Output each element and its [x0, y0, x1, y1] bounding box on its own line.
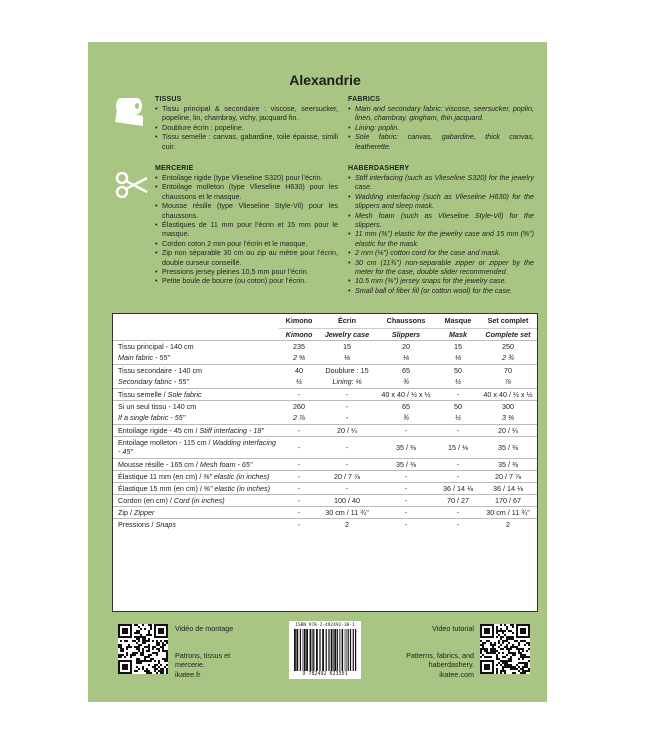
- mercerie-section: [155, 165, 338, 286]
- table-row: [113, 352, 537, 364]
- table-row: [113, 412, 537, 424]
- row-label: If a single fabric - 55": [118, 413, 186, 423]
- scissors-icon: [115, 172, 149, 198]
- shop-line: haberdashery.: [428, 660, 474, 670]
- barcode-icon: [291, 629, 359, 671]
- table-cell: 3 ⅜: [502, 413, 514, 423]
- yardage-table: [113, 314, 537, 530]
- header-set-complet: Set complet: [487, 316, 529, 326]
- table-row: [113, 364, 537, 376]
- table-cell: 300: [479, 400, 537, 412]
- shop-line: Patterns, fabrics, and: [406, 651, 474, 660]
- shop-url-en[interactable]: ikatee.com: [439, 669, 474, 679]
- table-cell: -: [319, 436, 375, 458]
- table-cell: -: [319, 458, 375, 470]
- table-cell: 36 / 14 ⅛: [437, 482, 479, 494]
- table-row: [113, 482, 537, 494]
- table-cell: ⅛: [344, 353, 350, 363]
- table-cell: 35 / ⅜: [375, 458, 437, 470]
- table-cell: Lining: ⅛: [332, 377, 362, 387]
- haberdashery-section: [348, 165, 534, 295]
- table-row: [113, 518, 537, 530]
- table-cell: ¾: [403, 413, 409, 423]
- list-item: • 30 cm (11¾") non-separable zipper or zipper by the meter for the case, double slider recommended.: [348, 258, 534, 277]
- table-cell: 20 / 7 ⅞: [319, 470, 375, 482]
- table-cell: 2: [479, 518, 537, 530]
- table-cell: 170 / 67: [479, 494, 537, 506]
- table-cell: 35 / ⅜: [479, 436, 537, 458]
- row-label: Pressions / Snaps: [113, 518, 279, 530]
- table-cell: -: [375, 506, 437, 518]
- row-label: Tissu principal - 140 cm: [113, 340, 279, 352]
- table-cell: 70 / 27: [437, 494, 479, 506]
- fabrics-list: [348, 104, 534, 151]
- row-label: Si un seul tissu - 140 cm: [113, 400, 279, 412]
- table-row: [113, 340, 537, 352]
- table-cell: -: [279, 506, 319, 518]
- table-cell: -: [437, 424, 479, 436]
- table-cell: -: [437, 458, 479, 470]
- table-cell: -: [279, 388, 319, 400]
- table-cell: 65: [375, 400, 437, 412]
- row-label: Cordon (en cm) / Cord (in inches): [113, 494, 279, 506]
- row-label: Tissu secondaire - 140 cm: [113, 364, 279, 376]
- mercerie-heading: MERCERIE: [155, 165, 194, 172]
- yardage-table-box: [112, 313, 538, 612]
- table-cell: -: [279, 436, 319, 458]
- table-cell: -: [437, 506, 479, 518]
- table-row: [113, 388, 537, 400]
- table-cell: ⅛: [403, 353, 409, 363]
- table-row: [113, 400, 537, 412]
- row-label: Élastique 15 mm (en cm) / ⅝" elastic (in inches): [113, 482, 279, 494]
- list-item: • Tissu semelle : canvas, gabardine, toile épaisse, simili cuir.: [155, 132, 338, 151]
- list-item: • 10.5 mm (⅜") jersey snaps for the jewelry case.: [348, 276, 534, 285]
- table-cell: ⅛: [455, 353, 461, 363]
- table-cell: 50: [437, 364, 479, 376]
- table-cell: -: [319, 388, 375, 400]
- table-cell: 2 ¾: [502, 353, 514, 363]
- list-item: • Small ball of fiber fill (or cotton wool) for the case.: [348, 286, 534, 295]
- list-item: • Sole fabric: canvas, gabardine, thick canvas, leatherette.: [348, 132, 534, 151]
- mercerie-list: [155, 173, 338, 286]
- fabrics-section: [348, 96, 534, 151]
- table-cell: 35 / ⅜: [375, 436, 437, 458]
- shop-line: mercerie.: [175, 660, 205, 670]
- table-cell: 20 / ¼: [479, 424, 537, 436]
- haberdashery-heading: HABERDASHERY: [348, 165, 410, 172]
- table-row: [113, 470, 537, 482]
- tissus-list: [155, 104, 338, 151]
- table-cell: 260: [279, 400, 319, 412]
- table-cell: -: [279, 424, 319, 436]
- qr-code-video-en: [480, 624, 530, 674]
- table-cell: -: [375, 470, 437, 482]
- table-cell: 40 x 40 / ½ x ½: [375, 388, 437, 400]
- video-label-fr: Vidéo de montage: [175, 624, 234, 633]
- header-kimono: Kimono: [285, 316, 313, 326]
- table-cell: ¾: [403, 377, 409, 387]
- list-item: • Entoilage molleton (type Vlieseline H630) pour les chaussons et le masque.: [155, 182, 338, 201]
- list-item: • Petite boule de bourre (ou coton) pour l’écrin.: [155, 276, 338, 285]
- row-label: Mousse résille - 165 cm / Mesh foam - 65": [113, 458, 279, 470]
- header-jewelry-case: Jewelry case: [319, 328, 375, 340]
- table-cell: 65: [375, 364, 437, 376]
- header-empty: [113, 328, 279, 340]
- table-cell: 20 / ¼: [319, 424, 375, 436]
- table-cell: 35 / ⅜: [479, 458, 537, 470]
- table-cell: -: [437, 470, 479, 482]
- list-item: • Zip non séparable 30 cm ou zip au mètre pour l’écrin, double curseur conseillé.: [155, 248, 338, 267]
- list-item: • Stiff interfacing (such as Vlieseline S320) for the jewelry case.: [348, 173, 534, 192]
- list-item: • Wadding interfacing (such as Vlieseline H630) for the slippers and sleep mask.: [348, 192, 534, 211]
- table-cell: Doublure : 15: [319, 364, 375, 376]
- table-cell: -: [279, 482, 319, 494]
- table-cell: 50: [437, 400, 479, 412]
- table-cell: -: [375, 424, 437, 436]
- row-label: Élastique 11 mm (en cm) / ⅜" elastic (in inches): [113, 470, 279, 482]
- shop-url-fr[interactable]: ikatee.fr: [175, 669, 201, 679]
- table-cell: 235: [279, 340, 319, 352]
- fabrics-heading: FABRICS: [348, 96, 381, 103]
- tissus-heading: TISSUS: [155, 96, 182, 103]
- row-label: Main fabric - 55": [118, 353, 171, 363]
- shop-line: Patrons, tissus et: [175, 651, 231, 660]
- isbn-text: ISBN 978-2-492492-30-1: [295, 623, 355, 628]
- table-cell: -: [319, 400, 375, 412]
- table-cell: -: [375, 518, 437, 530]
- table-cell: -: [437, 388, 479, 400]
- list-item: • Doublure écrin : popeline.: [155, 123, 338, 132]
- table-cell: -: [437, 518, 479, 530]
- table-cell: -: [279, 494, 319, 506]
- table-cell: 100 / 40: [319, 494, 375, 506]
- header-chaussons: Chaussons: [386, 316, 426, 326]
- table-row: [113, 436, 537, 458]
- header-complete-set: Complete set: [479, 328, 537, 340]
- row-label: Entoilage rigide - 45 cm / Stiff interfacing - 18": [113, 424, 279, 436]
- table-cell: 70: [479, 364, 537, 376]
- table-cell: ½: [455, 413, 461, 423]
- header-mask: Mask: [437, 328, 479, 340]
- row-label: Zip / Zipper: [113, 506, 279, 518]
- table-cell: 30 cm / 11 ¾": [479, 506, 537, 518]
- header-masque: Masque: [444, 316, 472, 326]
- list-item: • Mesh foam (such as Vlieseline Style-Vil) for the slippers.: [348, 211, 534, 230]
- list-item: • Tissu principal & secondaire : viscose, seersucker, popeline, lin, chambray, vichy, jacquard fin.: [155, 104, 338, 123]
- table-cell: 250: [479, 340, 537, 352]
- qr-code-video-fr: [118, 624, 168, 674]
- table-cell: -: [319, 482, 375, 494]
- list-item: • Lining: poplin.: [348, 123, 534, 132]
- table-row: [113, 376, 537, 388]
- table-cell: 2 ⅞: [293, 413, 305, 423]
- table-cell: -: [375, 482, 437, 494]
- header-kimono-en: Kimono: [279, 328, 319, 340]
- isbn-barcode: [289, 621, 361, 679]
- row-label: Secondary fabric - 55": [118, 377, 189, 387]
- list-item: • Pressions jersey pleines 10,5 mm pour l’écrin.: [155, 267, 338, 276]
- table-cell: 15: [437, 340, 479, 352]
- list-item: • 2 mm (⅛") cotton cord for the case and mask.: [348, 248, 534, 257]
- table-cell: -: [279, 518, 319, 530]
- table-cell: -: [375, 494, 437, 506]
- shop-text-en: [372, 651, 474, 679]
- table-cell: -: [279, 470, 319, 482]
- table-cell: 15 / ⅛: [437, 436, 479, 458]
- table-row: [113, 458, 537, 470]
- list-item: • Cordon coton 2 mm pour l’écrin et le masque.: [155, 239, 338, 248]
- table-cell: 2: [319, 518, 375, 530]
- table-cell: 40: [279, 364, 319, 376]
- video-label-en: Video tutorial: [432, 624, 474, 633]
- table-cell: 2 ⅝: [293, 353, 305, 363]
- list-item: • 11 mm (⅜") elastic for the jewelry case and 15 mm (⅝") elastic for the mask.: [348, 229, 534, 248]
- table-cell: 15: [319, 340, 375, 352]
- table-cell: 20: [375, 340, 437, 352]
- tissus-section: [155, 96, 338, 151]
- table-cell: -: [345, 413, 349, 423]
- table-cell: 36 / 14 ⅛: [479, 482, 537, 494]
- table-cell: 30 cm / 11 ¾": [319, 506, 375, 518]
- row-label: Tissu semelle / Sole fabric: [113, 388, 279, 400]
- table-cell: ½: [296, 377, 302, 387]
- list-item: • Élastiques de 11 mm pour l’écrin et 15 mm pour le masque.: [155, 220, 338, 239]
- table-cell: 20 / 7 ⅞: [479, 470, 537, 482]
- list-item: • Main and secondary fabric: viscose, seersucker, poplin, linen, chambray, gingham, thin jacquard.: [348, 104, 534, 123]
- header-slippers: Slippers: [375, 328, 437, 340]
- table-cell: ⅞: [505, 377, 511, 387]
- pattern-title: Alexandrie: [289, 72, 361, 88]
- list-item: • Mousse résille (type Vlieseline Style-Vil) pour les chaussons.: [155, 201, 338, 220]
- table-cell: ½: [455, 377, 461, 387]
- table-row: [113, 506, 537, 518]
- shop-text-fr: [175, 651, 230, 679]
- table-body: [113, 340, 537, 530]
- haberdashery-list: [348, 173, 534, 295]
- header-ecrin: Écrin: [338, 316, 356, 326]
- table-row: [113, 424, 537, 436]
- table-cell: 40 x 40 / ½ x ½: [479, 388, 537, 400]
- barcode-number: 9 782492 623301: [302, 671, 348, 677]
- table-cell: -: [279, 458, 319, 470]
- row-label: Entoilage molleton - 115 cm / Wadding interfacing - 45": [113, 436, 279, 458]
- table-row: [113, 494, 537, 506]
- fabric-roll-icon: [113, 96, 149, 128]
- list-item: • Entoilage rigide (type Vlieseline S320) pour l’écrin.: [155, 173, 338, 182]
- header-empty: [113, 314, 279, 328]
